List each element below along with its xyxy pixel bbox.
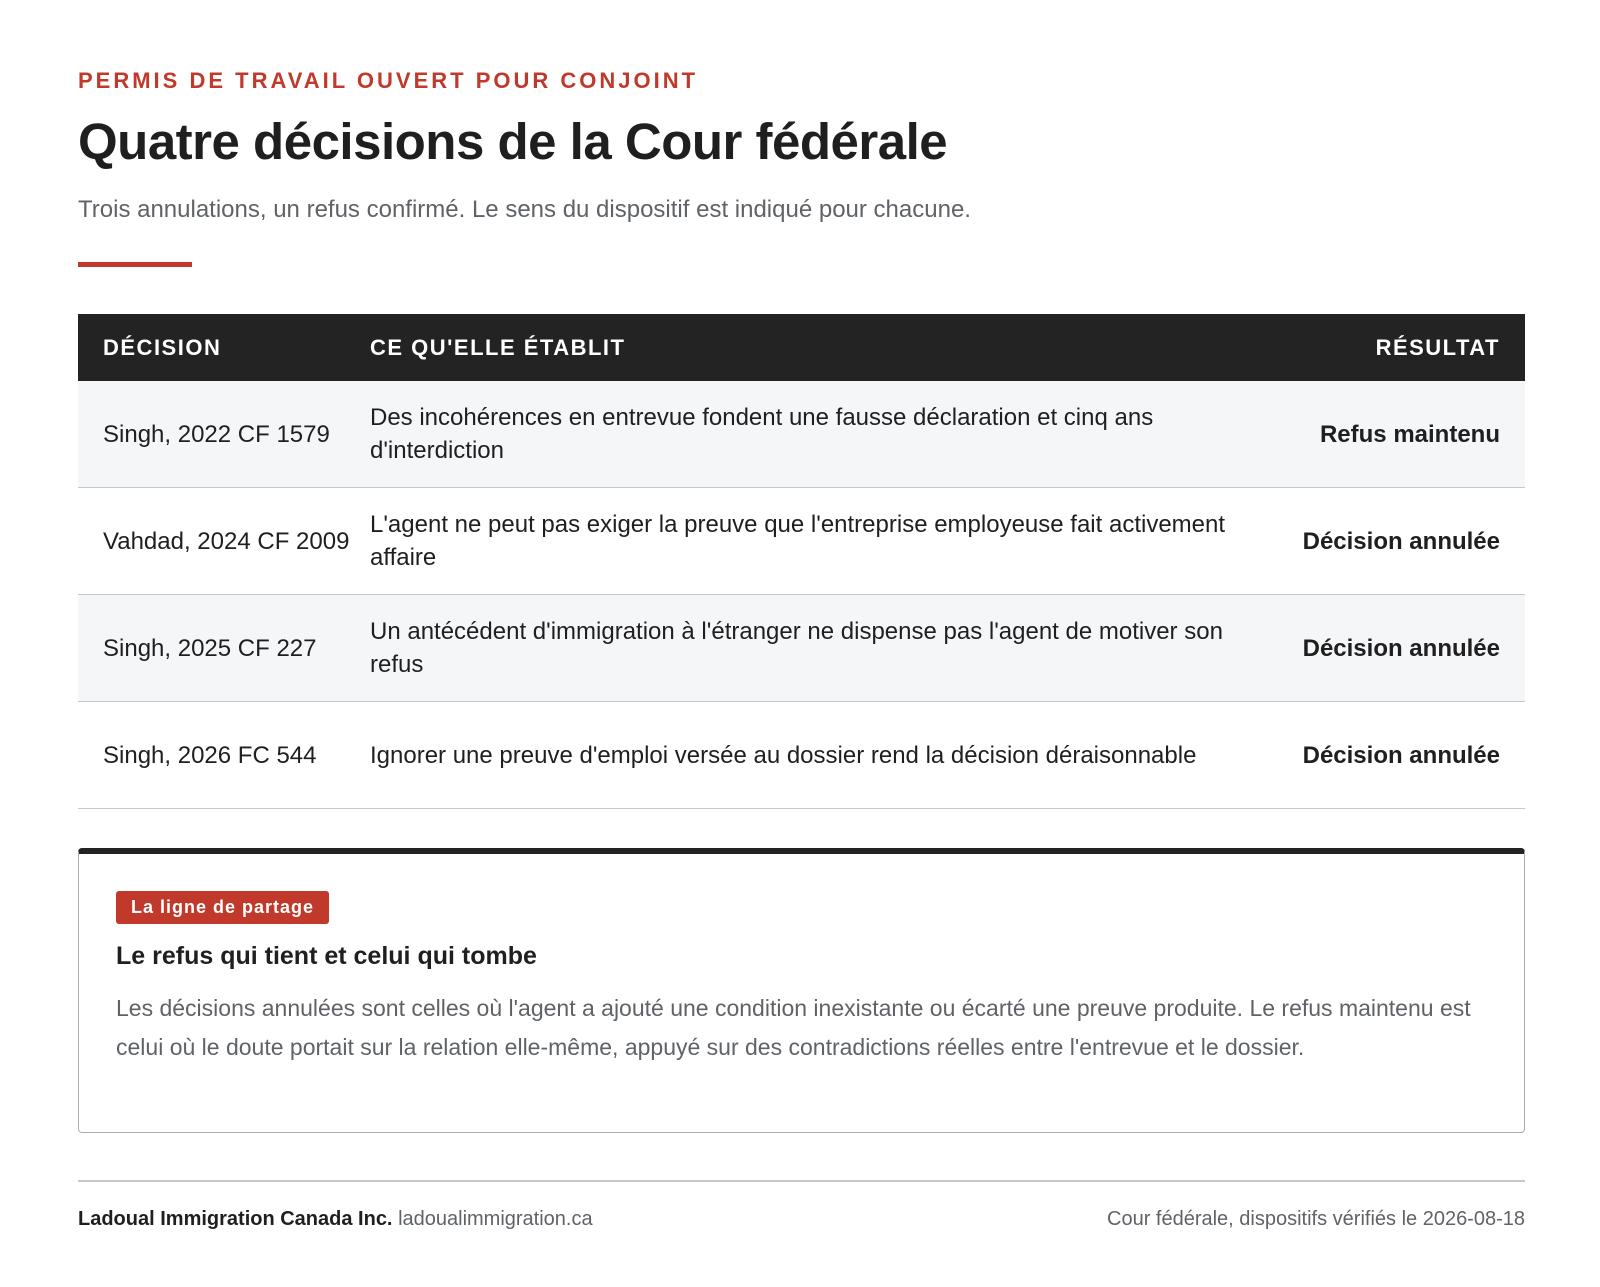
footer-divider (78, 1180, 1525, 1182)
callout-body: Les décisions annulées sont celles où l'agent a ajouté une condition inexistante ou écarté une preuve produite. Le refus maintenu est celui où le doute portait sur la relation elle-même, appuyé sur des contradictions réelles entre l'entrevue et le dossier. (116, 995, 1471, 1060)
table-row (78, 595, 1525, 702)
cell-decision: Singh, 2022 CF 1579 (103, 420, 330, 448)
cell-establishes: Des incohérences en entrevue fondent une fausse déclaration et cinq ans d'interdiction (370, 404, 1154, 464)
cell-decision: Singh, 2026 FC 544 (103, 741, 317, 769)
page-title: Quatre décisions de la Cour fédérale (78, 113, 948, 170)
footer-org: Ladoual Immigration Canada Inc. (78, 1208, 393, 1230)
decisions-table (78, 314, 1525, 809)
callout-badge: La ligne de partage (116, 891, 329, 924)
cell-establishes: L'agent ne peut pas exiger la preuve que l'entreprise employeuse fait activement affaire (370, 511, 1226, 571)
accent-divider (78, 262, 192, 267)
footer-source: Cour fédérale, dispositifs vérifiés le 2026-08-18 (1107, 1208, 1525, 1230)
footer-url: ladoualimmigration.ca (398, 1208, 593, 1230)
cell-result: Décision annulée (1302, 634, 1500, 662)
cell-result: Refus maintenu (1319, 420, 1500, 448)
table-row (78, 381, 1525, 488)
callout-box (78, 848, 1525, 1133)
column-header-result: RÉSULTAT (1375, 334, 1500, 360)
callout-title: Le refus qui tient et celui qui tombe (116, 942, 537, 970)
page-subtitle: Trois annulations, un refus confirmé. Le sens du dispositif est indiqué pour chacune. (78, 196, 971, 223)
table-header (78, 314, 1525, 381)
footer-credit (78, 1208, 593, 1231)
cell-result: Décision annulée (1302, 741, 1500, 769)
cell-result: Décision annulée (1302, 527, 1500, 555)
table-row (78, 488, 1525, 595)
cell-decision: Singh, 2025 CF 227 (103, 634, 317, 662)
column-header-decision: DÉCISION (103, 334, 222, 360)
table-row (78, 702, 1525, 809)
cell-establishes: Un antécédent d'immigration à l'étranger ne dispense pas l'agent de motiver son refus (370, 618, 1223, 678)
column-header-establishes: CE QU'ELLE ÉTABLIT (370, 334, 626, 360)
cell-establishes: Ignorer une preuve d'emploi versée au dossier rend la décision déraisonnable (370, 741, 1197, 769)
eyebrow-label: PERMIS DE TRAVAIL OUVERT POUR CONJOINT (78, 68, 699, 93)
cell-decision: Vahdad, 2024 CF 2009 (103, 527, 350, 555)
